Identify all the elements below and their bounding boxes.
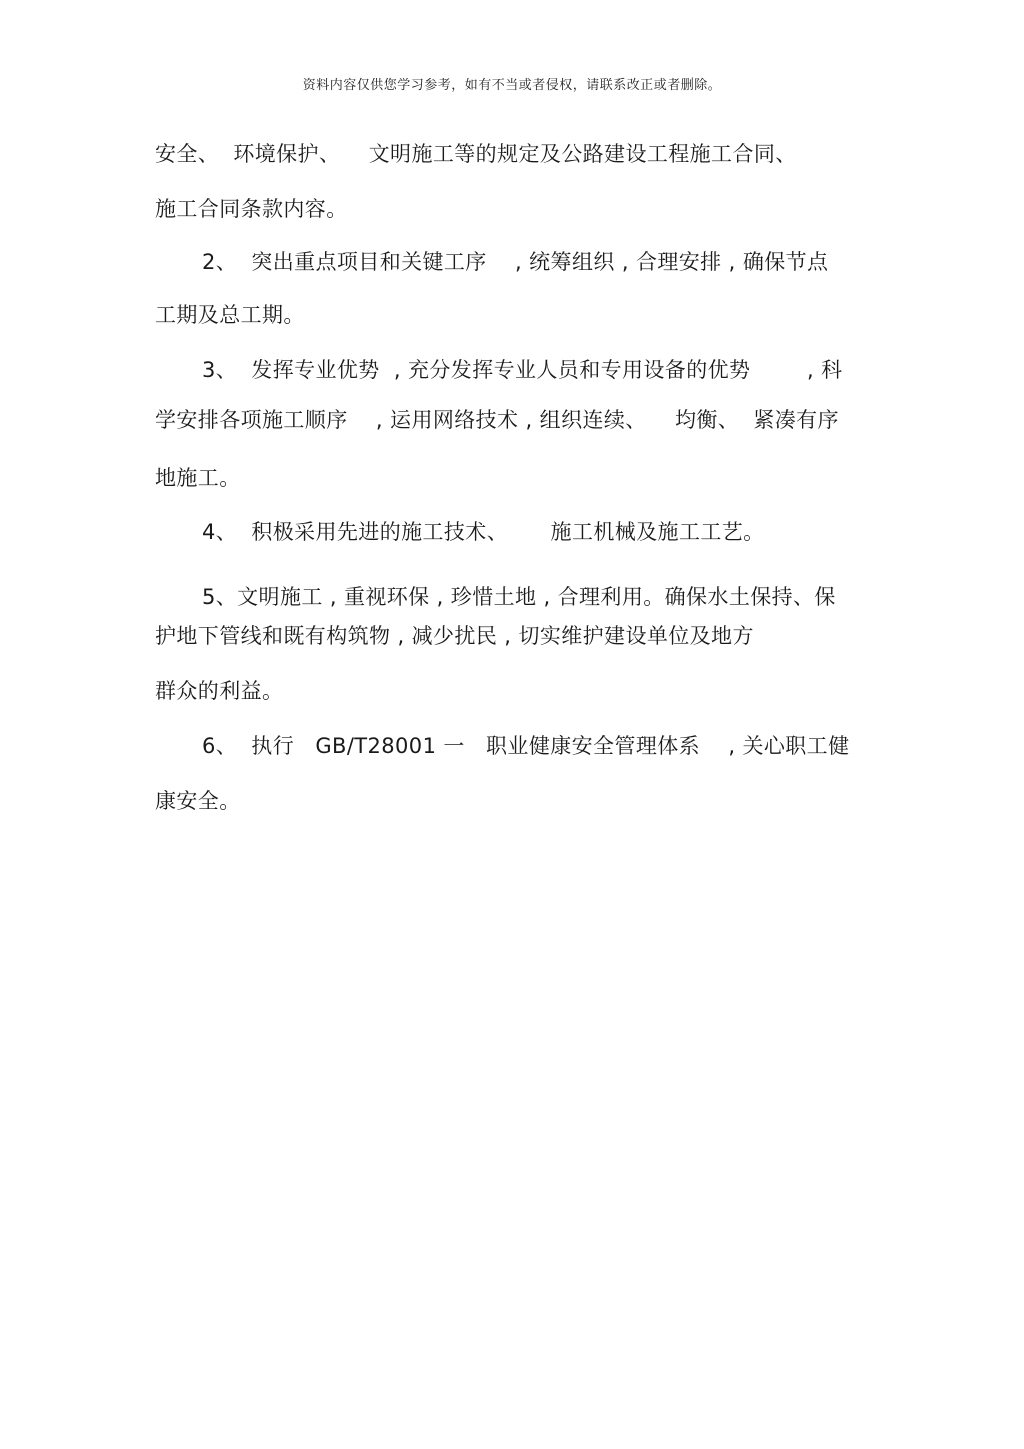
list-item-6: 6、 执行 GB/T28001 一 职业健康安全管理体系 , 关心职工健 <box>202 734 850 758</box>
body-line: 学安排各项施工顺序 , 运用网络技术 , 组织连续、 均衡、 紧凑有序 <box>155 408 839 432</box>
body-line: 康安全。 <box>155 789 241 813</box>
list-item-5: 5、文明施工 , 重视环保 , 珍惜土地 , 合理利用。确保水土保持、保 <box>202 585 836 609</box>
disclaimer-header: 资料内容仅供您学习参考，如有不当或者侵权，请联系改正或者删除。 <box>302 78 722 93</box>
body-line: 安全、 环境保护、 文明施工等的规定及公路建设工程施工合同、 <box>155 142 797 166</box>
list-item-2: 2、 突出重点项目和关键工序 , 统筹组织 , 合理安排 , 确保节点 <box>202 250 829 274</box>
body-line: 群众的利益。 <box>155 679 284 703</box>
body-line: 施工合同条款内容。 <box>155 197 348 221</box>
body-line: 护地下管线和既有构筑物 , 减少扰民 , 切实维护建设单位及地方 <box>155 624 754 648</box>
list-item-3: 3、 发挥专业优势 , 充分发挥专业人员和专用设备的优势 , 科 <box>202 358 843 382</box>
list-item-4: 4、 积极采用先进的施工技术、 施工机械及施工工艺。 <box>202 520 765 544</box>
body-line: 工期及总工期。 <box>155 303 305 327</box>
body-line: 地施工。 <box>155 466 241 490</box>
